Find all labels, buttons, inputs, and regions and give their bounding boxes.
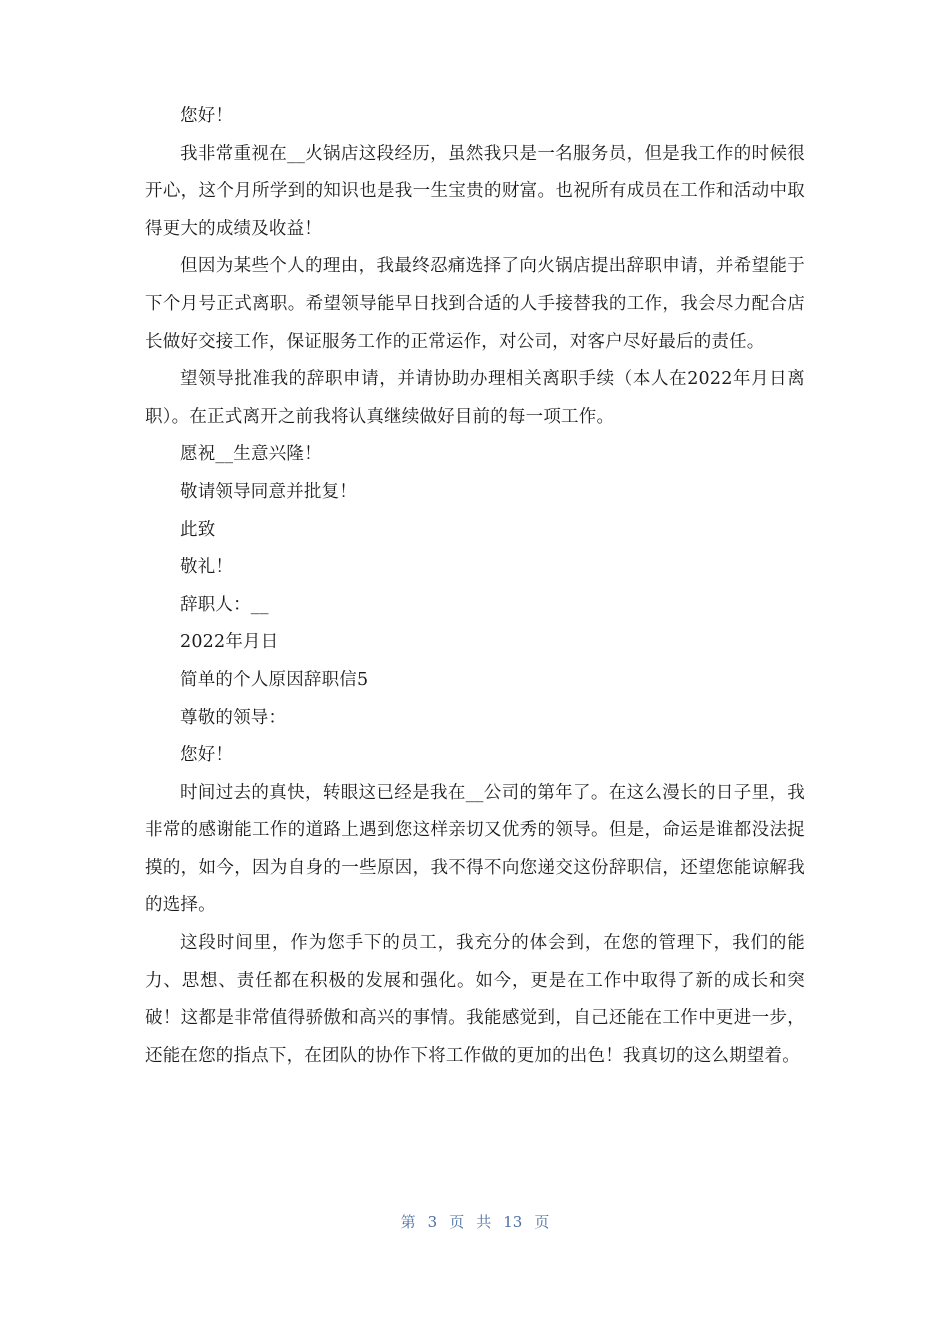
footer-label-of: 页 — [449, 1213, 465, 1231]
paragraph-regards: 敬礼！ — [180, 557, 234, 578]
paragraph-wish: 愿祝__生意兴隆！ — [180, 444, 322, 465]
paragraph-signer: 辞职人：__ — [180, 594, 269, 615]
section-title: 简单的个人原因辞职信5 — [180, 669, 369, 690]
page-footer — [0, 1210, 950, 1234]
paragraph-addressee: 尊敬的领导： — [180, 707, 287, 728]
paragraph-body-1: 我非常重视在__火锅店这段经历，虽然我只是一名服务员，但是我工作的时候很开心，这个月所学到的知识也是我一生宝贵的财富。也祝所有成员在工作和活动中取得更大的成绩及收益！ — [145, 143, 805, 239]
paragraph-body-5: 这段时间里，作为您手下的员工，我充分的体会到，在您的管理下，我们的能力、思想、责任都在积极的发展和强化。如今，更是在工作中取得了新的成长和突破！这都是非常值得骄傲和高兴的事情。我能感觉到，自己还能在工作中更进一步，还能在您的指点下，在团队的协作下将工作做的更加的出色！我真切的这么期望着。 — [145, 933, 805, 1066]
footer-current-page: 3 — [427, 1213, 438, 1231]
paragraph-date: 2022年月日 — [180, 632, 279, 653]
paragraph-body-3: 望领导批准我的辞职申请，并请协助办理相关离职手续（本人在2022年月日离职）。在正式离开之前我将认真继续做好目前的每一项工作。 — [145, 369, 805, 427]
paragraph-salutation: 此致 — [180, 519, 216, 540]
paragraph-body-4: 时间过去的真快，转眼这已经是我在__公司的第年了。在这么漫长的日子里，我非常的感谢能工作的道路上遇到您这样亲切又优秀的领导。但是，命运是谁都没法捉摸的，如今，因为自身的一些原因，我不得不向您递交这份辞职信，还望您能谅解我的选择。 — [145, 782, 805, 916]
footer-total-pages: 13 — [503, 1213, 523, 1231]
document-body — [145, 98, 805, 1075]
paragraph-greeting-2: 您好！ — [180, 745, 234, 766]
footer-label-page: 第 — [400, 1213, 416, 1231]
footer-label-end: 页 — [534, 1213, 550, 1231]
paragraph-request: 敬请领导同意并批复！ — [180, 481, 357, 502]
paragraph-body-2: 但因为某些个人的理由，我最终忍痛选择了向火锅店提出辞职申请，并希望能于下个月号正式离职。希望领导能早日找到合适的人手接替我的工作，我会尽力配合店长做好交接工作，保证服务工作的正常运作，对公司，对客户尽好最后的责任。 — [145, 256, 805, 352]
footer-label-total: 共 — [476, 1213, 492, 1231]
paragraph-greeting: 您好！ — [180, 106, 234, 126]
